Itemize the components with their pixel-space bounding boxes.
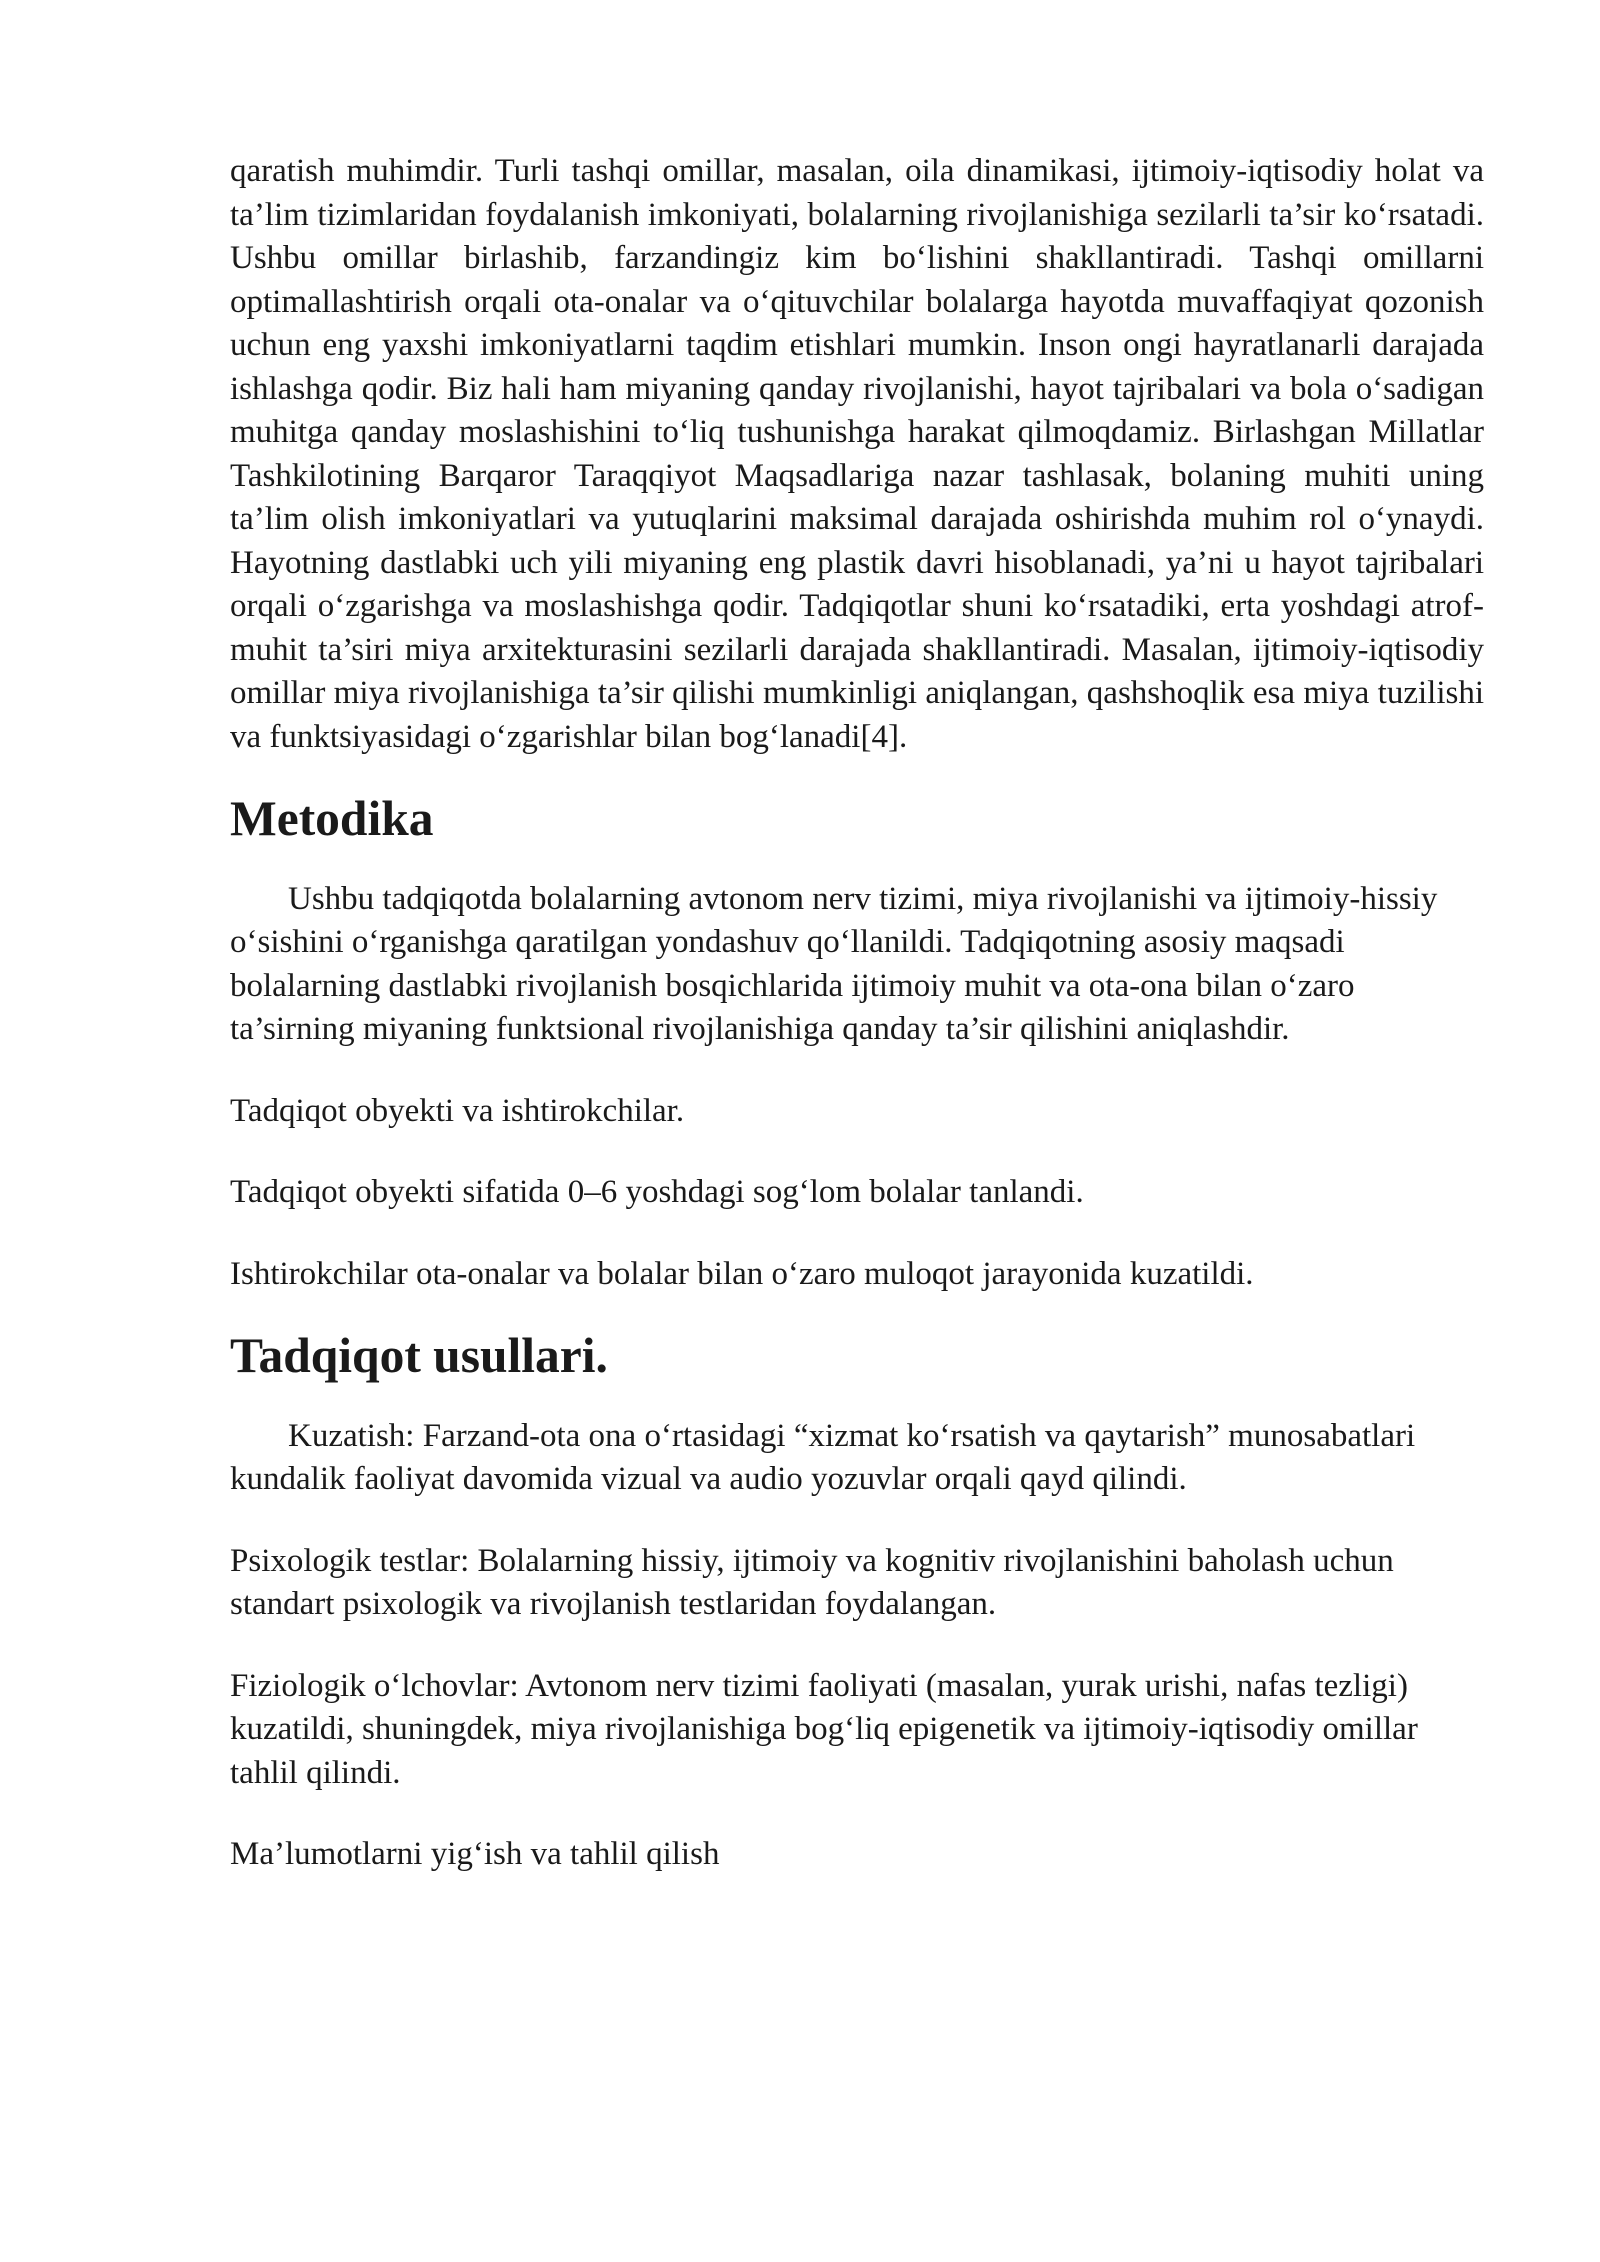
psych-tests-paragraph: Psixologik testlar: Bolalarning hissiy, ijtimoiy va kognitiv rivojlanishini baholash uchun standart psixologik va rivojlanish testlaridan foydalangan. <box>230 1542 1394 1622</box>
heading-metodika: Metodika <box>230 791 434 846</box>
document-page <box>230 150 1484 1877</box>
metodika-intro-paragraph: Ushbu tadqiqotda bolalarning avtonom nerv tizimi, miya rivojlanishi va ijtimoiy-hissiy o‘sishini o‘rganishga qaratilgan yondashuv qo‘llanildi. Tadqiqotning asosiy maqsadi bolalarning dastlabki rivojlanish bosqichlarida ijtimoiy muhit va ota-ona bilan o‘zaro ta’sirning miyaning funktsional rivojlanishiga qanday ta’sir qilishini aniqlashdir. <box>230 880 1438 1047</box>
physio-paragraph: Fiziologik o‘lchovlar: Avtonom nerv tizimi faoliyati (masalan, yurak urishi, nafas tezligi) kuzatildi, shuningdek, miya rivojlanishiga bog‘liq epigenetik va ijtimoiy-iqtisodiy omillar tahlil qilindi. <box>230 1667 1418 1791</box>
observation-paragraph: Kuzatish: Farzand-ota ona o‘rtasidagi “xizmat ko‘rsatish va qaytarish” munosabatlari kundalik faoliyat davomida vizual va audio yozuvlar orqali qayd qilindi. <box>230 1417 1416 1497</box>
intro-paragraph: qaratish muhimdir. Turli tashqi omillar, masalan, oila dinamikasi, ijtimoiy-iqtisodiy holat va ta’lim tizimlaridan foydalanish imkoniyati, bolalarning rivojlanishiga sezilarli ta’sir ko‘rsatadi. Ushbu omillar birlashib, farzandingiz kim bo‘lishini shakllantiradi. Tashqi omillarni optimallashtirish orqali ota-onalar va o‘qituvchilar bolalarga hayotda muvaffaqiyat qozonish uchun eng yaxshi imkoniyatlarni taqdim etishlari mumkin. Inson ongi hayratlanarli darajada ishlashga qodir. Biz hali ham miyaning qanday rivojlanishi, hayot tajribalari va bola o‘sadigan muhitga qanday moslashishini to‘liq tushunishga harakat qilmoqdamiz. Birlashgan Millatlar Tashkilotining Barqaror Taraqqiyot Maqsadlariga nazar tashlasak, bolaning muhiti uning ta’lim olish imkoniyatlari va yutuqlarini maksimal darajada oshirishda muhim rol o‘ynaydi. Hayotning dastlabki uch yili miyaning eng plastik davri hisoblanadi, ya’ni u hayot tajribalari orqali o‘zgarishga va moslashishga qodir. Tadqiqotlar shuni ko‘rsatadiki, erta yoshdagi atrof-muhit ta’siri miya arxitekturasini sezilarli darajada shakllantiradi. Masalan, ijtimoiy-iqtisodiy omillar miya rivojlanishiga ta’sir qilishi mumkinligi aniqlangan, qashshoqlik esa miya tuzilishi va funktsiyasidagi o‘zgarishlar bilan bog‘lanadi[4]. <box>230 153 1484 755</box>
data-collection-paragraph: Ma’lumotlarni yig‘ish va tahlil qilish <box>230 1836 720 1872</box>
heading-methods: Tadqiqot usullari. <box>230 1328 608 1383</box>
object-text: Tadqiqot obyekti sifatida 0–6 yoshdagi sog‘lom bolalar tanlandi. <box>230 1174 1084 1210</box>
participants-text: Ishtirokchilar ota-onalar va bolalar bilan o‘zaro muloqot jarayonida kuzatildi. <box>230 1255 1254 1292</box>
object-title: Tadqiqot obyekti va ishtirokchilar. <box>230 1092 685 1129</box>
